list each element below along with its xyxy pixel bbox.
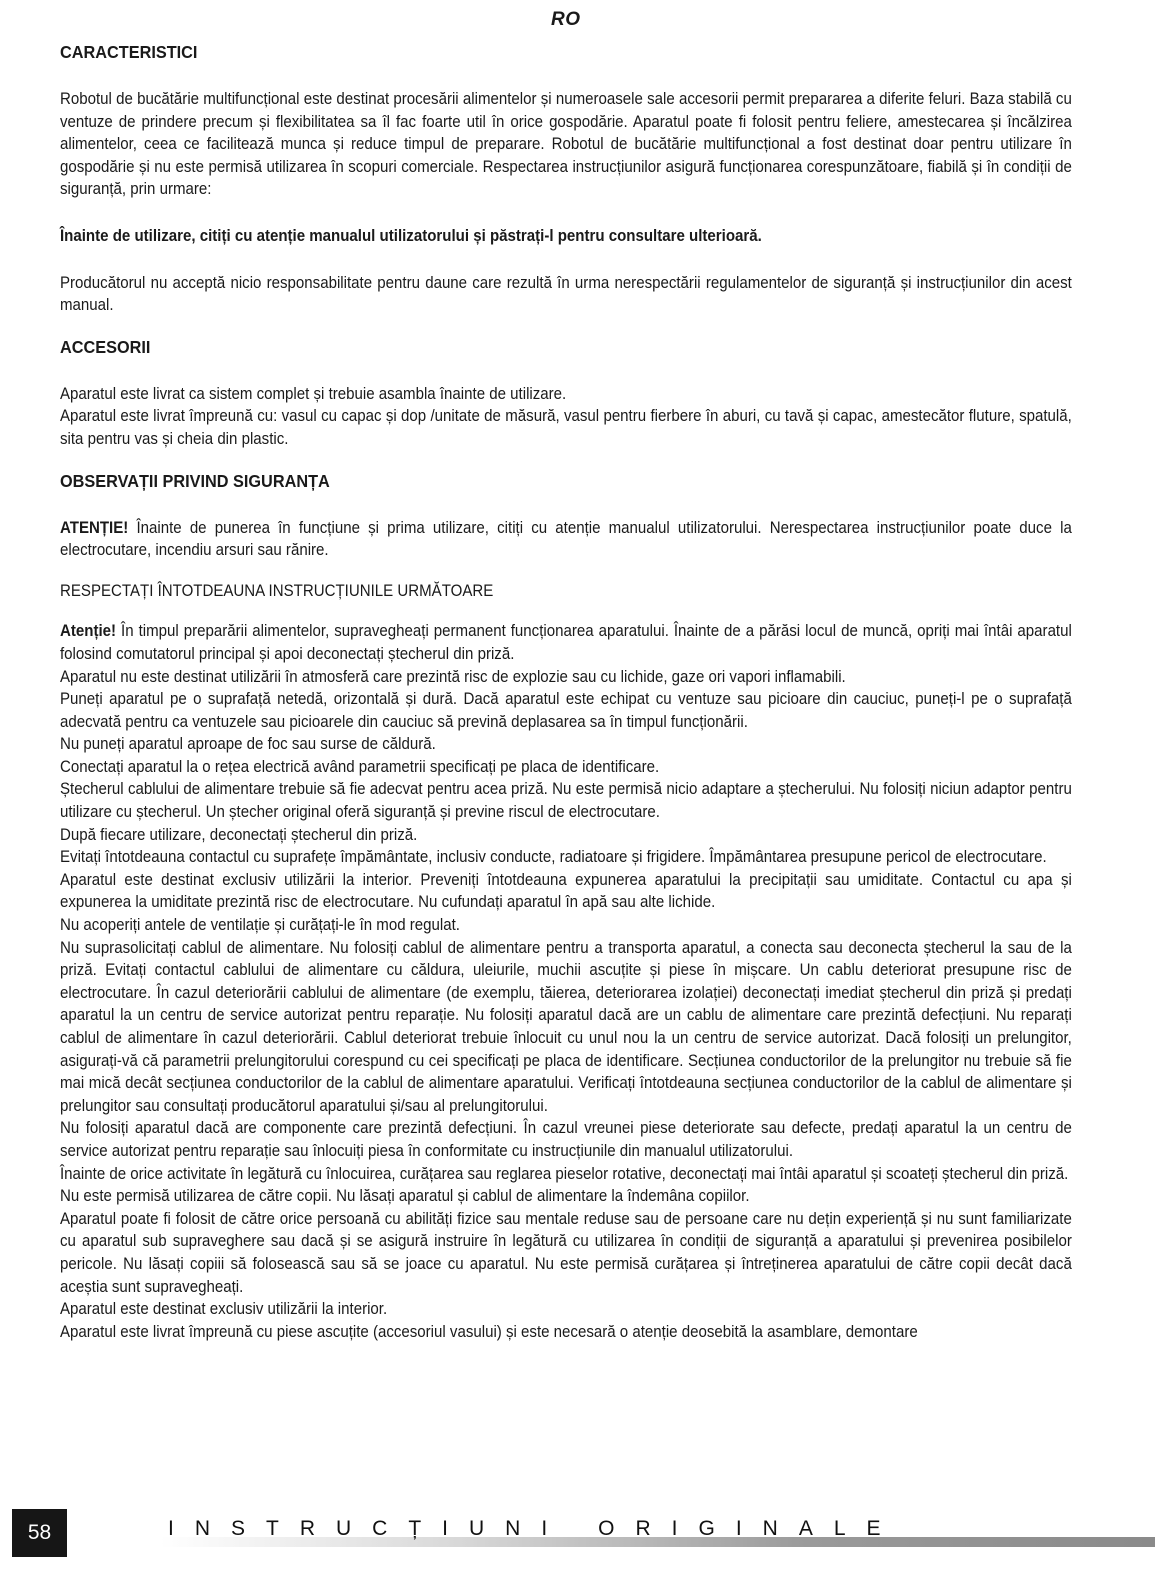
paragraph-attention (60, 620, 1072, 665)
page-footer (0, 1501, 1155, 1579)
heading-siguranta: OBSERVAȚII PRIVIND SIGURANȚA (60, 470, 330, 491)
bold-note-read-manual: Înainte de utilizare, citiți cu atenție manualul utilizatorului și păstrați-l pentru consultare ulterioară. (60, 226, 762, 245)
warning-label: ATENȚIE! (60, 518, 129, 537)
safety-item: Nu acoperiți antele de ventilație și curățați-le în mod regulat. (60, 916, 461, 935)
safety-item: Ștecherul cablului de alimentare trebuie să fie adecvat pentru acea priză. Nu este permisă nicio adaptare a ștecherului. Nu folosiți niciun adaptor pentru utilizare cu ștecherul. Un ștecher original oferă siguranță și previne riscul de electrocutare. (60, 780, 1072, 822)
safety-item: După fiecare utilizare, deconectați ștecherul din priză. (60, 825, 418, 844)
footer-word-originale: ORIGINALE (598, 1517, 902, 1540)
paragraph-accesorii-2: Aparatul este livrat împreună cu: vasul cu capac și dop /unitate de măsură, vasul pentru fierbere în aburi, cu tavă și capac, amestecător fluture, spatulă, sita pentru vas și cheia din plastic. (60, 407, 1072, 448)
safety-item: Aparatul este livrat împreună cu piese ascuțite (accesoriul vasului) și este necesară o atenție deosebită la asamblare, demontare (60, 1322, 918, 1341)
safety-item: Aparatul este destinat exclusiv utilizării la interior. (60, 1300, 388, 1319)
footer-word-instructiuni: INSTRUCȚIUNI (168, 1517, 569, 1540)
heading-caracteristici: CARACTERISTICI (60, 42, 198, 62)
safety-item: Conectați aparatul la o rețea electrică având parametrii specificați pe placa de identificare. (60, 757, 660, 776)
respect-instructions: RESPECTAȚI ÎNTOTDEAUNA INSTRUCȚIUNILE URMĂTOARE (60, 581, 494, 600)
warning-text: Înainte de punerea în funcțiune și prima utilizare, citiți cu atenție manualul utilizatorului. Nerespectarea instrucțiunilor poate duce la electrocutare, incendiu arsuri sau rănire. (60, 518, 1072, 560)
heading-accesorii: ACCESORII (60, 336, 151, 357)
attention-text: În timpul preparării alimentelor, supravegheați permanent funcționarea aparatului. Înainte de a părăsi locul de muncă, opriți mai întâi aparatul folosind comutatorul principal și apoi deconectați ștecherul din priză. (60, 622, 1072, 663)
footer-title (168, 1517, 932, 1541)
page-content (60, 40, 1072, 1343)
safety-item: Nu puneți aparatul aproape de foc sau surse de căldură. (60, 735, 436, 754)
safety-item: Înainte de orice activitate în legătură cu înlocuirea, curățarea sau reglarea pieselor rotative, deconectați mai întâi aparatul și scoateți ștecherul din priză. (60, 1164, 1069, 1183)
language-tag: RO (551, 9, 581, 30)
safety-item: Nu suprasolicitați cablul de alimentare. Nu folosiți cablul de alimentare pentru a transporta aparatul, a conecta sau deconecta ștecherul la sau de la priză. Evitați contactul cablului de alimentare cu căldura, uleiurile, muchii ascuțite și piese în mișcare. Un cablu deteriorat presupune risc de electrocutare. În cazul deteriorării cablului de alimentare (de exemplu, tăierea, deteriorarea izolației) deconectați imediat ștecherul din priză și predați aparatul la un centru de service autorizat pentru reparație. Nu folosiți aparatul dacă are un cablu de alimentare care prezintă defecțiuni. Nu reparați cablul de alimentare în cazul deteriorării. Cablul deteriorat trebuie înlocuit cu unul nou la un centru de service autorizat. Dacă folosiți un prelungitor, asigurați-vă că parametrii prelungitorului corespund cu cei specificați pe placa de identificare. Secțiunea conductorilor de la prelungitor nu trebuie să fie mai mică decât secțiunea conductorilor de la cablul de alimentare aparatului. Verificați întotdeauna secțiunea conductorilor de la cablul de alimentare și prelungitor sau consultați producătorul aparatului și/sau al prelungitorului. (60, 938, 1072, 1115)
paragraph-liability: Producătorul nu acceptă nicio responsabilitate pentru daune care rezultă în urma nerespectării regulamentelor de siguranță și instrucțiunilor din acest manual. (60, 273, 1072, 315)
safety-item: Aparatul este destinat exclusiv utilizării la interior. Preveniți întotdeauna expunerea aparatului la precipitații sau umiditate. Contactul cu apa și expunerea la umiditate prezintă risc de electrocutare. Nu cufundați aparatul în apă sau alte lichide. (60, 870, 1072, 912)
safety-item: Evitați întotdeauna contactul cu suprafețe împământate, inclusiv conducte, radiatoare și frigidere. Împământarea presupune pericol de electrocutare. (60, 848, 1047, 867)
safety-item: Aparatul poate fi folosit de către orice persoană cu abilități fizice sau mentale reduse sau de persoane care nu dețin experiență și nu sunt familiarizate cu aparatul sub supraveghere sau dacă și se asigură instruire în legătură cu utilizarea în condiții de siguranță a aparatului și prevenirea posibilelor pericole. Nu lăsați copiii să folosească sau să se joace cu aparatul. Nu este permisă curățarea și întreținerea aparatului de către copii decât dacă aceștia sunt supravegheați. (60, 1209, 1072, 1296)
safety-item: Puneți aparatul pe o suprafață netedă, orizontală și dură. Dacă aparatul este echipat cu ventuze sau picioare din cauciuc, puneți-l pe o suprafață adecvată pentru ca ventuzele sau picioarele din cauciuc să prevină deplasarea sa în timpul funcționării. (60, 690, 1072, 731)
safety-item: Nu este permisă utilizarea de către copii. Nu lăsați aparatul și cablul de alimentare la îndemâna copiilor. (60, 1187, 750, 1206)
paragraph-description: Robotul de bucătărie multifuncțional este destinat procesării alimentelor și numeroasele sale accesorii permit prepararea a diferite feluri. Baza stabilă cu ventuze de prindere precum și flexibilitatea sa îl fac foarte util în orice gospodărie. Aparatul poate fi folosit pentru feliere, amestecarea și încălzirea alimentelor, ceea ce facilitează munca și reduce timpul de preparare. Robotul de bucătărie multifuncțional a fost destinat doar pentru utilizare în gospodărie și nu este permisă utilizarea în scopuri comerciale. Respectarea instrucțiunilor asigură funcționarea corespunzătoare, fiabilă și în condiții de siguranță, prin urmare: (60, 90, 1072, 199)
paragraph-warning (60, 517, 1072, 562)
safety-item: Aparatul nu este destinat utilizării în atmosferă care prezintă risc de explozie sau cu lichide, gaze ori vapori inflamabili. (60, 667, 846, 686)
paragraph-accesorii-1: Aparatul este livrat ca sistem complet și trebuie asambla înainte de utilizare. (60, 384, 567, 403)
page-number: 58 (12, 1509, 67, 1557)
attention-label: Atenție! (60, 622, 117, 641)
safety-item: Nu folosiți aparatul dacă are componente care prezintă defecțiuni. În cazul vreunei piese deteriorate sau defecte, predați aparatul la un centru de service autorizat pentru reparație sau înlocuiți piesa în conformitate cu instrucțiunile din manualul utilizatorului. (60, 1119, 1072, 1160)
